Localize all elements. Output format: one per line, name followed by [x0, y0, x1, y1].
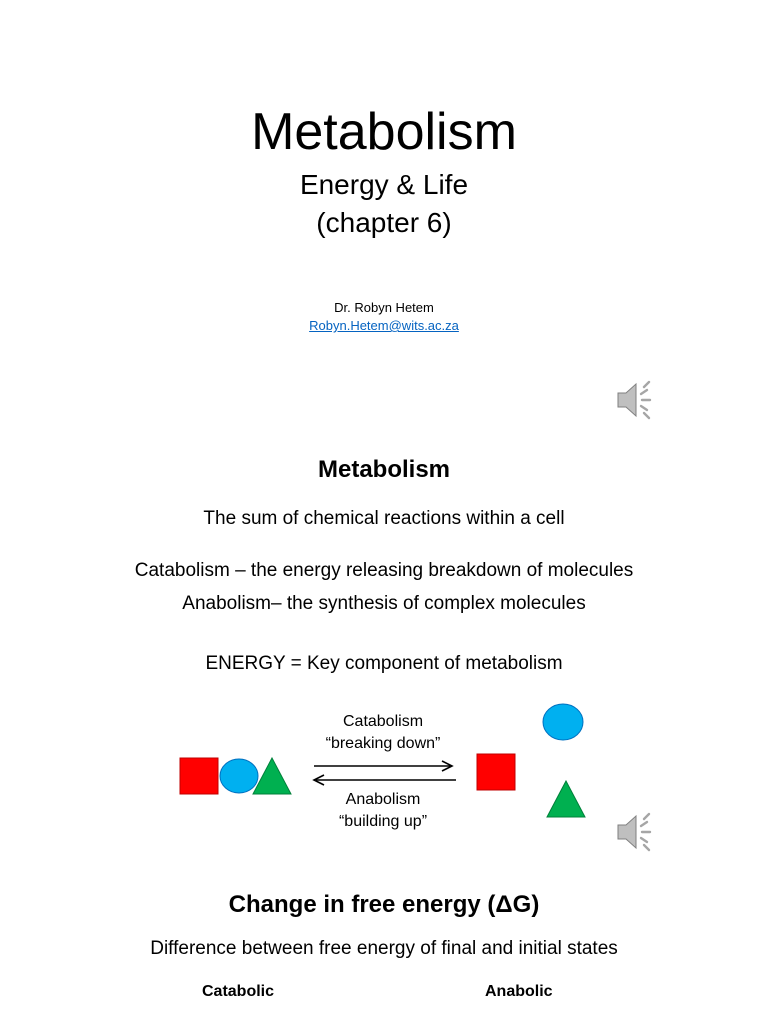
catabolic-column-heading: Catabolic [202, 983, 275, 1000]
anabolic-column-heading: Anabolic [485, 983, 553, 1000]
free-energy-heading: Change in free energy (ΔG) [228, 891, 540, 918]
free-energy-definition: Difference between free energy of final and initial states [150, 938, 618, 959]
catabolism-arrow-label [283, 711, 483, 755]
speaker-icon[interactable] [614, 378, 660, 422]
catabolism-definition: Catabolism – the energy releasing breakdown of molecules [134, 560, 634, 581]
metabolism-definition: The sum of chemical reactions within a cell [203, 508, 565, 529]
green-triangle-right [547, 781, 585, 817]
catabolism-label: Catabolism [342, 713, 424, 730]
author-name: Dr. Robyn Hetem [334, 300, 434, 315]
anabolism-label: Anabolism [345, 791, 421, 808]
anabolism-definition: Anabolism– the synthesis of complex molecules [182, 593, 586, 614]
blue-circle-right [543, 704, 583, 740]
anabolism-sublabel: “building up” [338, 813, 428, 830]
author-email-link[interactable]: Robyn.Hetem@wits.ac.za [309, 318, 459, 333]
red-square-left [180, 758, 218, 794]
blue-circle-left [220, 759, 258, 793]
slide-subtitle: Energy & Life [299, 169, 469, 200]
red-square-right [477, 754, 515, 790]
chapter-label: (chapter 6) [316, 207, 452, 238]
catabolism-sublabel: “breaking down” [325, 735, 441, 752]
metabolism-heading: Metabolism [317, 456, 451, 483]
anabolism-arrow-label [283, 789, 483, 833]
slide-title: Metabolism [251, 103, 517, 161]
speaker-icon[interactable] [614, 810, 660, 854]
energy-statement: ENERGY = Key component of metabolism [205, 653, 563, 674]
